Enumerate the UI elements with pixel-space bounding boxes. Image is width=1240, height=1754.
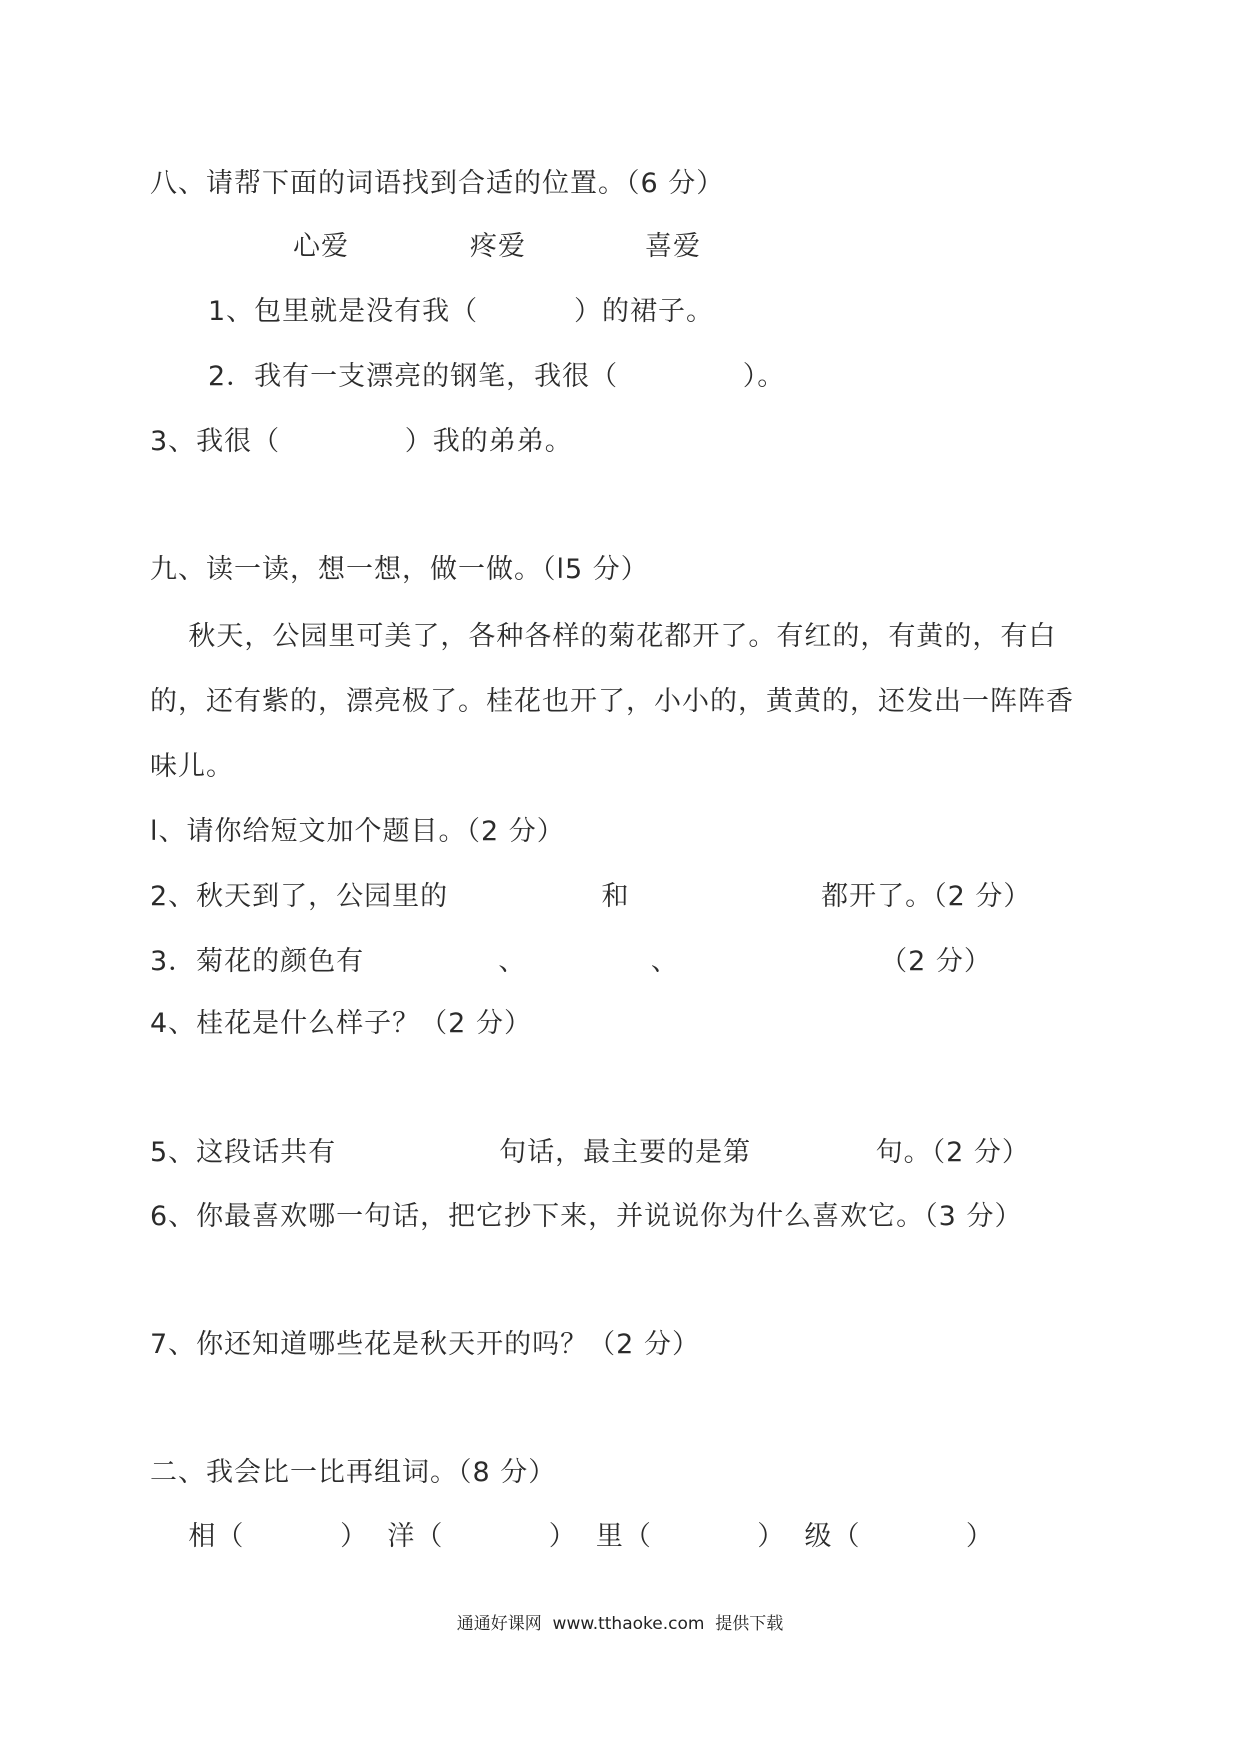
- question-4: 4、桂花是什么样子？（2 分）: [150, 1008, 532, 1039]
- question-6: 6、你最喜欢哪一句话，把它抄下来，并说说你为什么喜欢它。（3 分）: [150, 1201, 1023, 1232]
- question-1: l、请你给短文加个题目。（2 分）: [150, 816, 565, 847]
- section-8-question-3: 3、我很（ ）我的弟弟。: [150, 426, 573, 457]
- section-2-title: 二、我会比一比再组词。（8 分）: [150, 1457, 557, 1488]
- section-8-question-1: 1、包里就是没有我（ ）的裙子。: [208, 296, 715, 327]
- word-option-2: 疼爱: [470, 231, 526, 262]
- passage-line-3: 味儿。: [150, 751, 234, 782]
- word-group-items: 相（ ） 洋（ ） 里（ ） 级（ ）: [150, 1521, 994, 1552]
- question-7: 7、你还知道哪些花是秋天开的吗？（2 分）: [150, 1329, 700, 1360]
- question-3: 3．菊花的颜色有 、 、 （2 分）: [150, 946, 992, 977]
- word-option-3: 喜爱: [645, 231, 701, 262]
- section-8-title: 八、请帮下面的词语找到合适的位置。（6 分）: [150, 168, 725, 199]
- question-2: 2、秋天到了，公园里的 和 都开了。（2 分）: [150, 881, 1032, 912]
- section-9-title: 九、读一读，想一想，做一做。（l5 分）: [150, 554, 649, 585]
- passage-line-1: 秋天，公园里可美了，各种各样的菊花都开了。有红的，有黄的，有白: [150, 621, 1057, 652]
- question-5: 5、这段话共有 句话，最主要的是第 句。（2 分）: [150, 1137, 1030, 1168]
- section-8-question-2: 2．我有一支漂亮的钢笔，我很（ ）。: [208, 361, 786, 392]
- word-option-1: 心爱: [293, 231, 349, 262]
- page-footer: 通通好课网 www.tthaoke.com 提供下载: [456, 1614, 784, 1634]
- passage-line-2: 的，还有紫的，漂亮极了。桂花也开了，小小的，黄黄的，还发出一阵阵香: [150, 686, 1074, 717]
